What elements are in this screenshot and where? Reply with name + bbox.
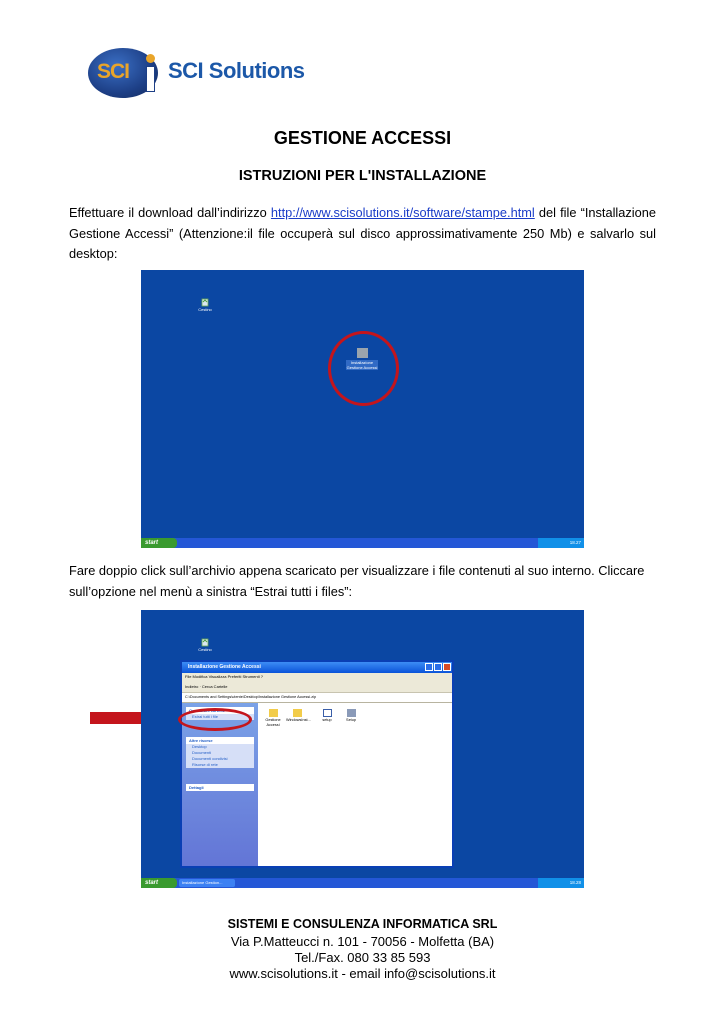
download-link[interactable]: http://www.scisolutions.it/software/stampe.html [270,205,535,220]
page-title: GESTIONE ACCESSI [273,128,452,148]
footer-web: www.scisolutions.it - email info@scisolutions.it [229,966,496,981]
details-box [186,784,254,791]
footer-phone: Tel./Fax. 080 33 85 593 [294,950,431,965]
taskbar [141,538,584,548]
recycle-bin-icon [191,297,219,312]
p1-text-before: Effettuare il download dall’indirizzo [69,205,271,220]
place-documents: Documenti [192,750,212,755]
folder-icon [269,709,278,717]
footer-address: Via P.Matteucci n. 101 - 70056 - Molfetta (BA) [230,934,495,949]
footer-company: SISTEMI E CONSULENZA INFORMATICA SRL [227,917,498,931]
logo-mark-text: SCI [97,60,130,83]
file-item: WindowsInst... [286,709,308,723]
file-list [258,703,452,866]
toolbar: Indietro · Cerca Cartelle [182,681,452,693]
system-tray-clock: 18.27 [538,538,584,548]
desktop-screenshot-2 [141,610,584,888]
explorer-window [180,660,454,868]
folder-icon [293,709,302,717]
recycle-bin-label: Cestino [198,647,212,652]
folder-tasks-header: Operazioni cartelle [186,707,254,714]
page-subtitle: ISTRUZIONI PER L'INSTALLAZIONE [238,168,487,184]
maximize-icon [434,663,442,671]
logo-i-glyph [144,54,157,94]
desktop-screenshot-1 [141,270,584,548]
logo-text: SCI Solutions [168,58,305,83]
window-title: Installazione Gestione Accessi [188,664,261,670]
instruction-paragraph-1 [69,203,656,265]
recycle-bin-icon [191,637,219,652]
window-title-bar [182,662,452,673]
file-item: setup [316,709,338,723]
menu-bar: File Modifica Visualizza Preferiti Strumenti ? [185,674,263,679]
recycle-bin-label: Cestino [198,307,212,312]
place-desktop: Desktop [192,744,207,749]
start-button: start [141,878,177,888]
places-header: Altre risorse [186,737,254,744]
highlight-ellipse [178,708,252,731]
file-item: Gestione Accessi [262,709,284,728]
company-logo [88,48,303,98]
places-box [186,737,254,768]
taskbar [141,878,584,888]
file-item: Setup [340,709,362,723]
close-icon [443,663,451,671]
details-header: Dettagli [186,784,254,791]
place-network: Risorse di rete [192,762,218,767]
p1-text-after: del file “Installazione Gestione Accessi” (Attenzione:il file occuperà sul disco approssimativamente 250 Mb) e salvarlo sul desktop: [69,205,656,261]
extract-all-link: Estrai tutti i file [192,714,219,719]
address-bar: C:\Documents and Settings\utente\Desktop\Installazione Gestione Accessi.zip [182,693,452,703]
highlight-circle [328,331,399,406]
window-file-icon [323,709,332,717]
place-shared-documents: Documenti condivisi [192,756,228,761]
instruction-paragraph-2: Fare doppio click sull’archivio appena scaricato per visualizzare i file contenuti al suo interno. Cliccare sull’opzione nel menù a sinistra “Estrai tutti i files”: [69,563,645,599]
minimize-icon [425,663,433,671]
system-tray-clock: 18.28 [538,878,584,888]
taskbar-item: Installazione Gestion... [179,879,235,887]
start-button: start [141,538,177,548]
zip-archive-label: Installazione Gestione Accessi [346,360,378,370]
setup-icon [347,709,356,717]
